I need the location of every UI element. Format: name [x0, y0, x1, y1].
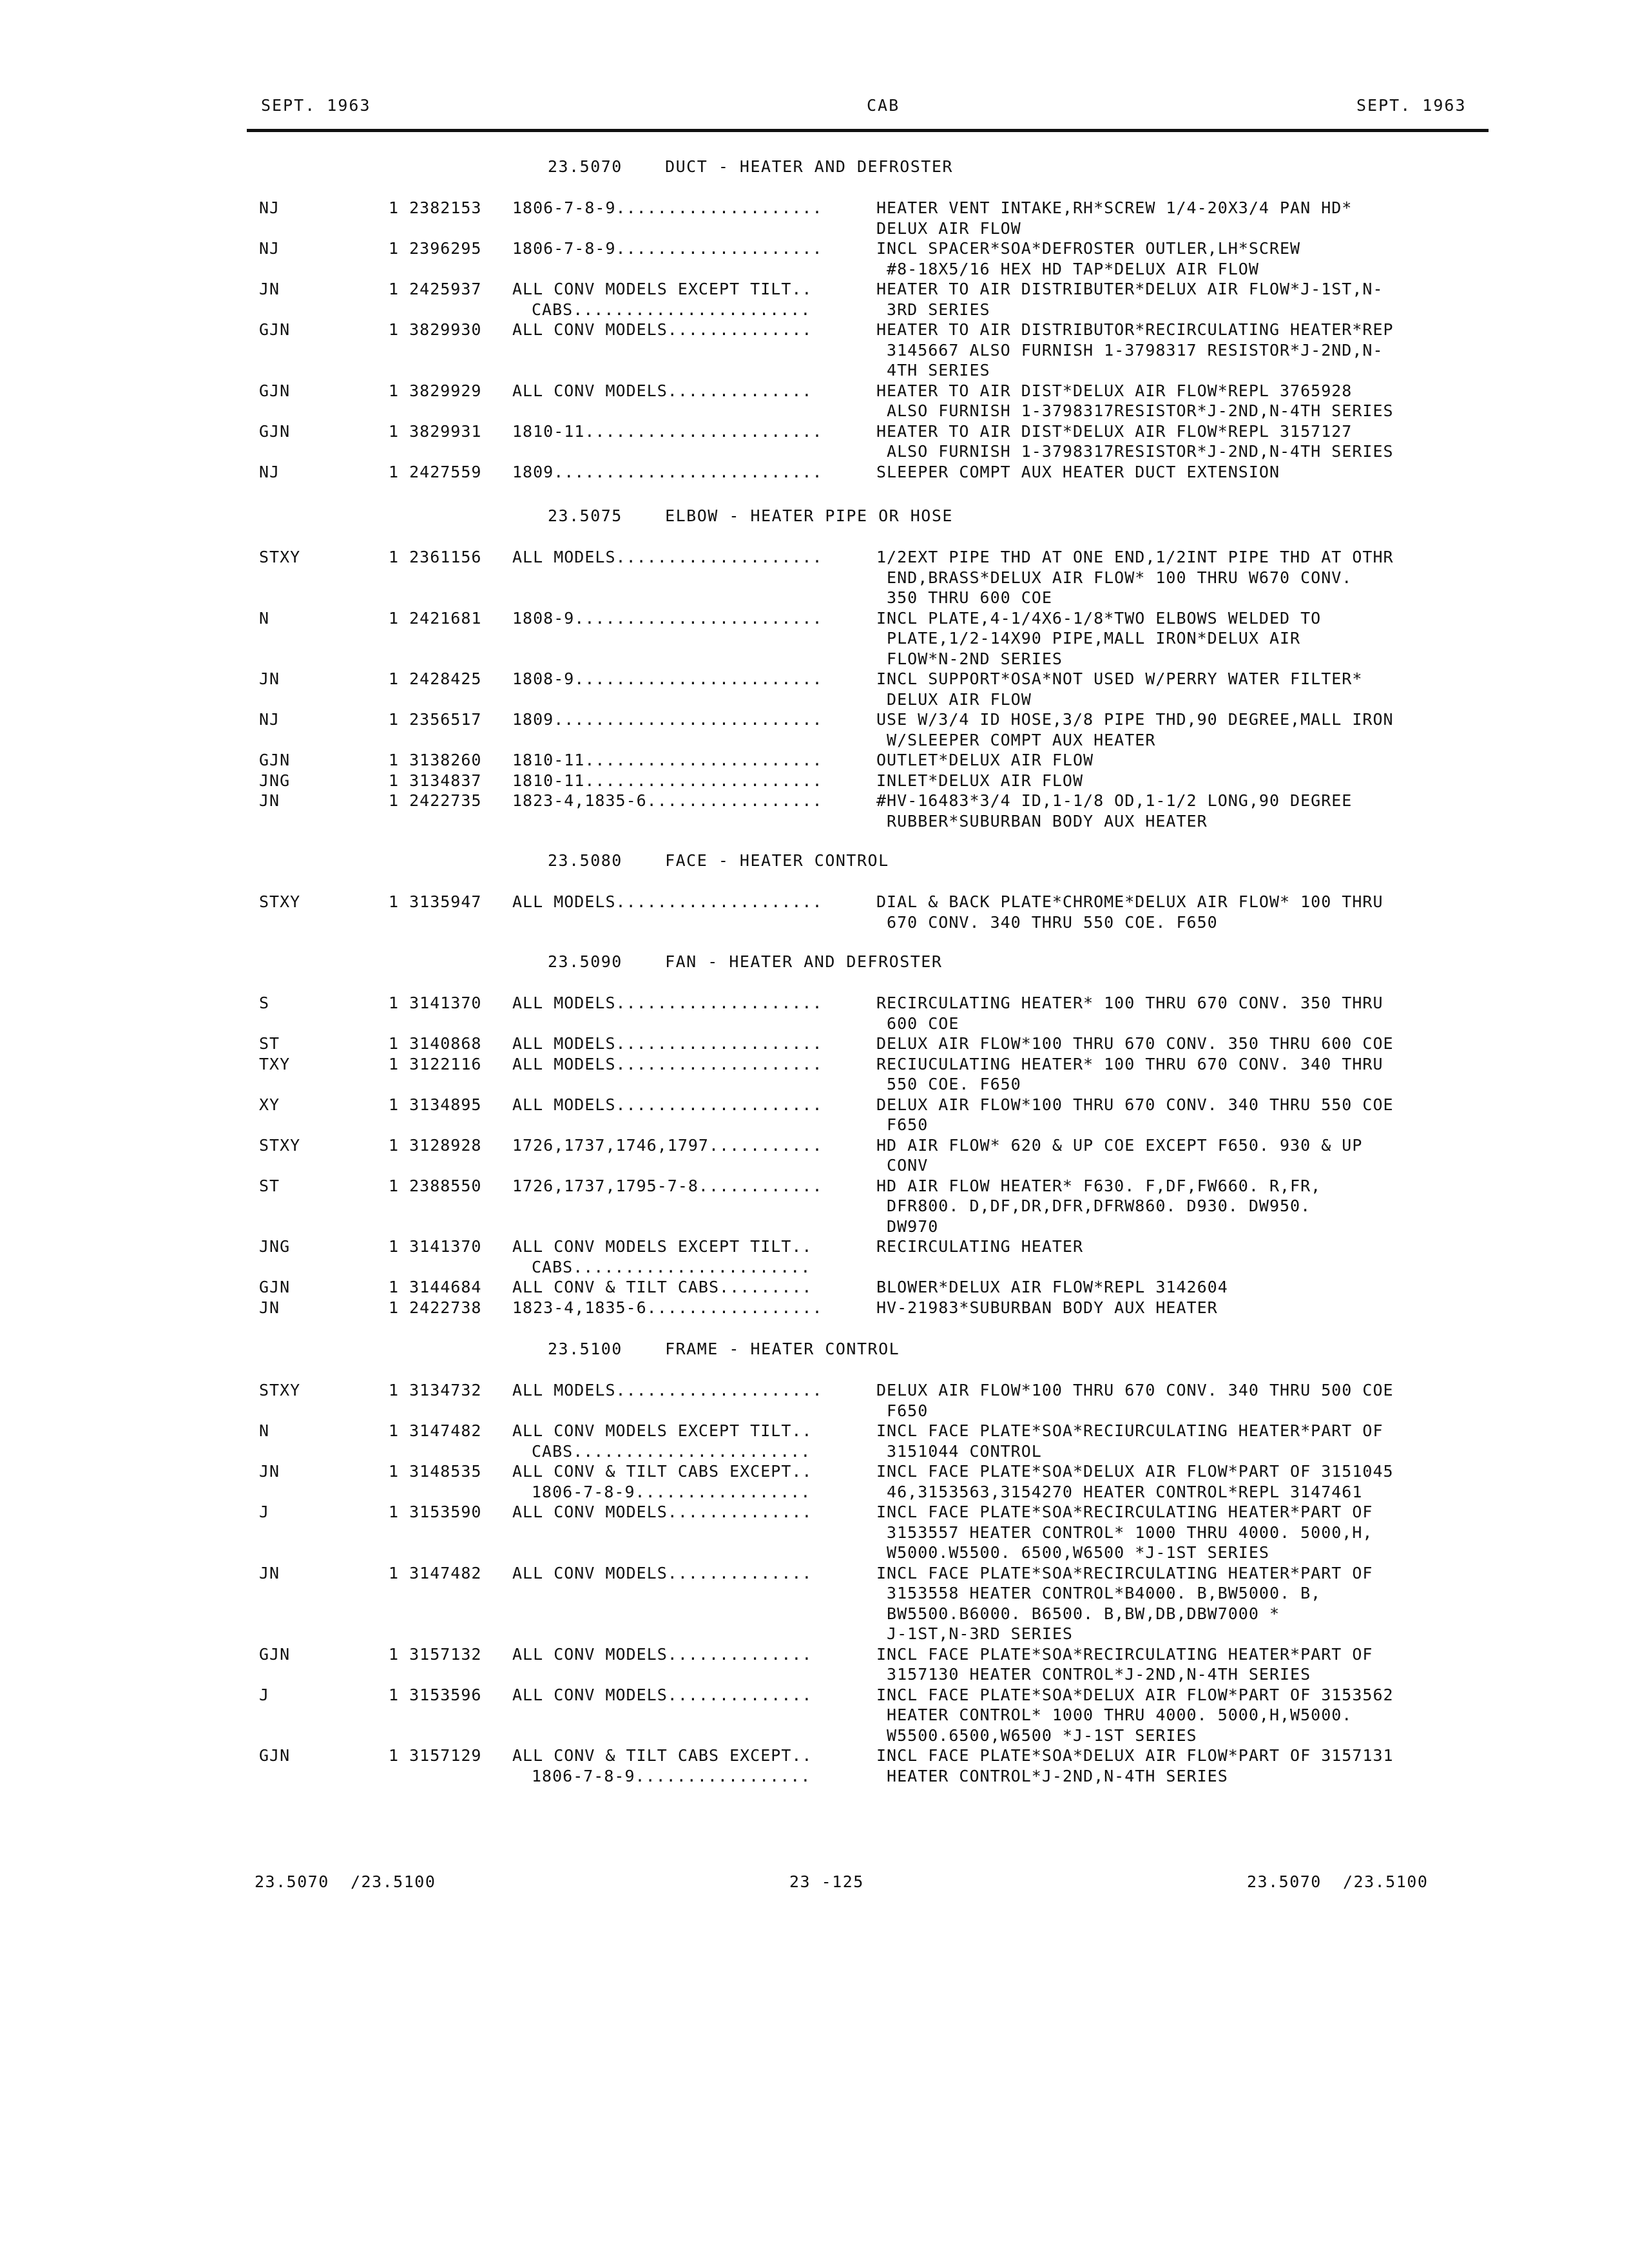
model-application: ALL MODELS....................: [512, 1034, 823, 1053]
part-entry: [0, 381, 1629, 421]
series-code: JN: [259, 1462, 280, 1481]
part-description: BW5500.B6000. B6500. B,BW,DB,DBW7000 *: [876, 1604, 1280, 1623]
series-code: NJ: [259, 710, 280, 729]
part-entry: [0, 771, 1629, 791]
series-code: GJN: [259, 320, 291, 339]
part-description: #8-18X5/16 HEX HD TAP*DELUX AIR FLOW: [876, 259, 1259, 278]
part-description: 3153557 HEATER CONTROL* 1000 THRU 4000. 5000,H,: [876, 1523, 1373, 1542]
part-description: 670 CONV. 340 THRU 550 COE. F650: [876, 912, 1218, 932]
section-title: 23.5070 DUCT - HEATER AND DEFROSTER: [548, 157, 953, 176]
part-entry: [0, 1380, 1629, 1421]
quantity-part-number: 1 2361156: [389, 548, 482, 566]
model-application: 1808-9........................: [512, 669, 823, 688]
part-description: INCL FACE PLATE*SOA*DELUX AIR FLOW*PART OF 3157131: [876, 1746, 1394, 1765]
quantity-part-number: 1 2427559: [389, 462, 482, 481]
quantity-part-number: 1 2382153: [389, 198, 482, 217]
part-description: DW970: [876, 1216, 939, 1236]
series-code: J: [259, 1503, 270, 1521]
part-entry: [0, 1644, 1629, 1685]
part-description: HEATER CONTROL*J-2ND,N-4TH SERIES: [876, 1766, 1228, 1785]
quantity-part-number: 1 3829929: [389, 381, 482, 400]
model-application: 1808-9........................: [512, 608, 823, 628]
series-code: J: [259, 1685, 270, 1704]
part-entry: [0, 750, 1629, 771]
section-title: 23.5090 FAN - HEATER AND DEFROSTER: [548, 952, 943, 971]
quantity-part-number: 1 2396295: [389, 239, 482, 258]
part-entry: [0, 791, 1629, 831]
part-entry: [0, 1095, 1629, 1135]
model-application: ALL CONV MODELS EXCEPT TILT..: [512, 280, 813, 298]
series-code: NJ: [259, 462, 280, 481]
model-application: ALL CONV & TILT CABS.........: [512, 1278, 813, 1296]
part-description: DELUX AIR FLOW: [876, 689, 1032, 709]
series-code: JNG: [259, 771, 291, 790]
part-description: BLOWER*DELUX AIR FLOW*REPL 3142604: [876, 1278, 1228, 1296]
model-application: ALL CONV MODELS..............: [512, 1644, 813, 1664]
quantity-part-number: 1 3138260: [389, 751, 482, 769]
quantity-part-number: 1 3134837: [389, 771, 482, 790]
part-description: INCL FACE PLATE*SOA*RECIRCULATING HEATER*PART OF: [876, 1563, 1373, 1582]
part-description: HD AIR FLOW HEATER* F630. F,DF,FW660. R,FR,: [876, 1176, 1322, 1195]
series-code: NJ: [259, 239, 280, 258]
quantity-part-number: 1 3140868: [389, 1034, 482, 1053]
section-title: 23.5080 FACE - HEATER CONTROL: [548, 851, 889, 870]
part-description: 600 COE: [876, 1014, 959, 1033]
part-description: OUTLET*DELUX AIR FLOW: [876, 751, 1094, 769]
series-code: TXY: [259, 1054, 291, 1073]
part-description: 3151044 CONTROL: [876, 1441, 1042, 1461]
part-entry: [0, 1745, 1629, 1786]
quantity-part-number: 1 3134732: [389, 1381, 482, 1399]
part-description: RUBBER*SUBURBAN BODY AUX HEATER: [876, 811, 1208, 831]
model-application: CABS.......................: [532, 300, 811, 319]
part-description: RECIRCULATING HEATER* 100 THRU 670 CONV. 350 THRU: [876, 994, 1383, 1012]
part-entry: [0, 279, 1629, 320]
model-application: 1809..........................: [512, 710, 823, 729]
model-application: 1823-4,1835-6.................: [512, 1298, 823, 1317]
section-title: 23.5100 FRAME - HEATER CONTROL: [548, 1340, 900, 1358]
series-code: GJN: [259, 1746, 291, 1765]
header-date-right: SEPT. 1963: [1356, 96, 1467, 115]
part-description: RECIRCULATING HEATER: [876, 1237, 1084, 1256]
part-description: 1/2EXT PIPE THD AT ONE END,1/2INT PIPE THD AT OTHR: [876, 548, 1394, 566]
part-description: W5500.6500,W6500 *J-1ST SERIES: [876, 1725, 1197, 1745]
quantity-part-number: 1 2422738: [389, 1298, 482, 1317]
part-entry: [0, 1033, 1629, 1054]
part-entry: [0, 669, 1629, 709]
part-description: INCL FACE PLATE*SOA*RECIRCULATING HEATER*PART OF: [876, 1503, 1373, 1521]
model-application: ALL CONV MODELS..............: [512, 1563, 813, 1582]
series-code: JN: [259, 1563, 280, 1582]
series-code: JNG: [259, 1237, 291, 1256]
part-entry: [0, 1054, 1629, 1095]
part-description: DFR800. D,DF,DR,DFR,DFRW860. D930. DW950.: [876, 1196, 1311, 1215]
quantity-part-number: 1 3147482: [389, 1563, 482, 1582]
quantity-part-number: 1 2422735: [389, 791, 482, 810]
quantity-part-number: 1 3157129: [389, 1746, 482, 1765]
part-entry: [0, 421, 1629, 462]
quantity-part-number: 1 3829930: [389, 320, 482, 339]
series-code: JN: [259, 791, 280, 810]
series-code: GJN: [259, 381, 291, 400]
series-code: GJN: [259, 1278, 291, 1296]
part-description: W/SLEEPER COMPT AUX HEATER: [876, 730, 1156, 749]
model-application: ALL CONV MODELS EXCEPT TILT..: [512, 1421, 813, 1440]
part-description: ALSO FURNISH 1-3798317RESISTOR*J-2ND,N-4TH SERIES: [876, 442, 1394, 461]
part-description: DIAL & BACK PLATE*CHROME*DELUX AIR FLOW* 100 THRU: [876, 892, 1383, 911]
part-entry: [0, 1685, 1629, 1746]
footer-range-left: 23.5070 /23.5100: [255, 1872, 436, 1891]
header-category: CAB: [867, 96, 900, 115]
model-application: 1806-7-8-9....................: [512, 198, 823, 217]
part-entry: [0, 198, 1629, 238]
header-date-left: SEPT. 1963: [261, 96, 371, 115]
part-description: HEATER VENT INTAKE,RH*SCREW 1/4-20X3/4 PAN HD*: [876, 198, 1353, 217]
quantity-part-number: 1 3141370: [389, 994, 482, 1012]
series-code: STXY: [259, 892, 301, 911]
quantity-part-number: 1 2428425: [389, 669, 482, 688]
part-description: 350 THRU 600 COE: [876, 588, 1052, 607]
part-description: 46,3153563,3154270 HEATER CONTROL*REPL 3147461: [876, 1482, 1363, 1501]
quantity-part-number: 1 2356517: [389, 710, 482, 729]
series-code: NJ: [259, 198, 280, 217]
quantity-part-number: 1 3141370: [389, 1237, 482, 1256]
part-description: 4TH SERIES: [876, 361, 990, 380]
quantity-part-number: 1 3122116: [389, 1054, 482, 1073]
series-code: JN: [259, 280, 280, 298]
quantity-part-number: 1 2421681: [389, 608, 482, 628]
model-application: ALL CONV & TILT CABS EXCEPT..: [512, 1746, 813, 1765]
part-description: 3153558 HEATER CONTROL*B4000. B,BW5000. B,: [876, 1584, 1322, 1602]
series-code: STXY: [259, 1135, 301, 1155]
part-description: 550 COE. F650: [876, 1075, 1021, 1093]
part-description: END,BRASS*DELUX AIR FLOW* 100 THRU W670 CONV.: [876, 568, 1353, 587]
part-description: INCL SPACER*SOA*DEFROSTER OUTLER,LH*SCREW: [876, 239, 1301, 258]
series-code: GJN: [259, 421, 291, 441]
footer-page-number: 23 -125: [789, 1872, 864, 1891]
quantity-part-number: 1 3147482: [389, 1421, 482, 1440]
part-description: HEATER CONTROL* 1000 THRU 4000. 5000,H,W5000.: [876, 1706, 1353, 1724]
model-application: 1726,1737,1795-7-8............: [512, 1176, 823, 1195]
part-description: SLEEPER COMPT AUX HEATER DUCT EXTENSION: [876, 462, 1280, 481]
model-application: 1806-7-8-9.................: [532, 1482, 811, 1501]
quantity-part-number: 1 3144684: [389, 1278, 482, 1296]
quantity-part-number: 1 3153590: [389, 1503, 482, 1521]
part-entry: [0, 892, 1629, 932]
model-application: ALL CONV MODELS..............: [512, 320, 813, 339]
part-description: HEATER TO AIR DISTRIBUTOR*RECIRCULATING HEATER*REP: [876, 320, 1394, 339]
part-description: DELUX AIR FLOW*100 THRU 670 CONV. 350 THRU 600 COE: [876, 1034, 1394, 1053]
part-entry: [0, 462, 1629, 483]
part-description: HD AIR FLOW* 620 & UP COE EXCEPT F650. 930 & UP: [876, 1135, 1363, 1155]
model-application: ALL CONV MODELS..............: [512, 1503, 813, 1521]
model-application: 1726,1737,1746,1797...........: [512, 1135, 823, 1155]
series-code: ST: [259, 1176, 280, 1195]
model-application: ALL MODELS....................: [512, 1095, 823, 1114]
part-description: HEATER TO AIR DIST*DELUX AIR FLOW*REPL 3765928: [876, 381, 1353, 400]
part-description: W5000.W5500. 6500,W6500 *J-1ST SERIES: [876, 1543, 1269, 1562]
part-description: FLOW*N-2ND SERIES: [876, 649, 1063, 668]
model-application: 1806-7-8-9....................: [512, 239, 823, 258]
model-application: ALL CONV & TILT CABS EXCEPT..: [512, 1462, 813, 1481]
part-description: INCL SUPPORT*OSA*NOT USED W/PERRY WATER FILTER*: [876, 669, 1363, 688]
part-description: J-1ST,N-3RD SERIES: [876, 1624, 1073, 1643]
part-description: INCL PLATE,4-1/4X6-1/8*TWO ELBOWS WELDED TO: [876, 608, 1322, 628]
model-application: 1810-11.......................: [512, 771, 823, 790]
part-entry: [0, 1135, 1629, 1176]
part-description: HEATER TO AIR DIST*DELUX AIR FLOW*REPL 3157127: [876, 421, 1353, 441]
part-entry: [0, 993, 1629, 1033]
quantity-part-number: 1 3157132: [389, 1644, 482, 1664]
part-description: F650: [876, 1401, 929, 1420]
quantity-part-number: 1 2425937: [389, 280, 482, 298]
quantity-part-number: 1 2388550: [389, 1176, 482, 1195]
series-code: STXY: [259, 548, 301, 566]
part-entry: [0, 1236, 1629, 1277]
model-application: ALL MODELS....................: [512, 548, 823, 566]
quantity-part-number: 1 3153596: [389, 1685, 482, 1704]
part-entry: [0, 1461, 1629, 1502]
part-description: INLET*DELUX AIR FLOW: [876, 771, 1084, 790]
model-application: CABS.......................: [532, 1257, 811, 1276]
quantity-part-number: 1 3128928: [389, 1135, 482, 1155]
part-entry: [0, 1421, 1629, 1461]
part-description: DELUX AIR FLOW*100 THRU 670 CONV. 340 THRU 500 COE: [876, 1381, 1394, 1399]
series-code: N: [259, 608, 270, 628]
quantity-part-number: 1 3135947: [389, 892, 482, 911]
part-entry: [0, 1298, 1629, 1318]
part-description: DELUX AIR FLOW: [876, 218, 1021, 238]
series-code: S: [259, 994, 270, 1012]
series-code: GJN: [259, 1644, 291, 1664]
part-entry: [0, 1502, 1629, 1563]
part-description: ALSO FURNISH 1-3798317RESISTOR*J-2ND,N-4TH SERIES: [876, 401, 1394, 420]
part-entry: [0, 238, 1629, 279]
part-description: 3145667 ALSO FURNISH 1-3798317 RESISTOR*J-2ND,N-: [876, 340, 1383, 360]
series-code: ST: [259, 1034, 280, 1053]
part-description: #HV-16483*3/4 ID,1-1/8 OD,1-1/2 LONG,90 DEGREE: [876, 791, 1353, 810]
model-application: ALL MODELS....................: [512, 994, 823, 1012]
model-application: CABS.......................: [532, 1441, 811, 1461]
part-entry: [0, 547, 1629, 608]
part-entry: [0, 1277, 1629, 1298]
model-application: 1809..........................: [512, 462, 823, 481]
series-code: XY: [259, 1095, 280, 1114]
part-description: PLATE,1/2-14X90 PIPE,MALL IRON*DELUX AIR: [876, 629, 1301, 648]
quantity-part-number: 1 3829931: [389, 421, 482, 441]
series-code: GJN: [259, 751, 291, 769]
part-entry: [0, 1563, 1629, 1644]
model-application: 1823-4,1835-6.................: [512, 791, 823, 810]
model-application: ALL MODELS....................: [512, 1381, 823, 1399]
model-application: ALL CONV MODELS EXCEPT TILT..: [512, 1237, 813, 1256]
part-description: RECIUCULATING HEATER* 100 THRU 670 CONV. 340 THRU: [876, 1054, 1383, 1073]
part-description: HEATER TO AIR DISTRIBUTER*DELUX AIR FLOW*J-1ST,N-: [876, 280, 1383, 298]
series-code: STXY: [259, 1381, 301, 1399]
quantity-part-number: 1 3134895: [389, 1095, 482, 1114]
part-description: HV-21983*SUBURBAN BODY AUX HEATER: [876, 1298, 1218, 1317]
part-description: 3RD SERIES: [876, 300, 990, 319]
footer-range-right: 23.5070 /23.5100: [1247, 1872, 1429, 1891]
model-application: ALL CONV MODELS..............: [512, 381, 813, 400]
part-description: INCL FACE PLATE*SOA*RECIRCULATING HEATER*PART OF: [876, 1644, 1373, 1664]
quantity-part-number: 1 3148535: [389, 1462, 482, 1481]
part-description: 3157130 HEATER CONTROL*J-2ND,N-4TH SERIES: [876, 1665, 1311, 1684]
series-code: JN: [259, 669, 280, 688]
part-entry: [0, 320, 1629, 381]
part-description: INCL FACE PLATE*SOA*RECIURCULATING HEATER*PART OF: [876, 1421, 1383, 1440]
part-description: F650: [876, 1115, 929, 1134]
part-description: DELUX AIR FLOW*100 THRU 670 CONV. 340 THRU 550 COE: [876, 1095, 1394, 1114]
series-code: JN: [259, 1298, 280, 1317]
section-title: 23.5075 ELBOW - HEATER PIPE OR HOSE: [548, 506, 953, 525]
part-description: INCL FACE PLATE*SOA*DELUX AIR FLOW*PART OF 3153562: [876, 1685, 1394, 1704]
part-entry: [0, 608, 1629, 669]
part-entry: [0, 709, 1629, 750]
model-application: 1810-11.......................: [512, 751, 823, 769]
model-application: 1806-7-8-9.................: [532, 1766, 811, 1785]
part-description: USE W/3/4 ID HOSE,3/8 PIPE THD,90 DEGREE,MALL IRON: [876, 710, 1394, 729]
part-description: CONV: [876, 1156, 929, 1175]
series-code: N: [259, 1421, 270, 1440]
model-application: ALL CONV MODELS..............: [512, 1685, 813, 1704]
part-description: INCL FACE PLATE*SOA*DELUX AIR FLOW*PART OF 3151045: [876, 1462, 1394, 1481]
model-application: ALL MODELS....................: [512, 892, 823, 911]
part-entry: [0, 1176, 1629, 1237]
model-application: 1810-11.......................: [512, 421, 823, 441]
model-application: ALL MODELS....................: [512, 1054, 823, 1073]
